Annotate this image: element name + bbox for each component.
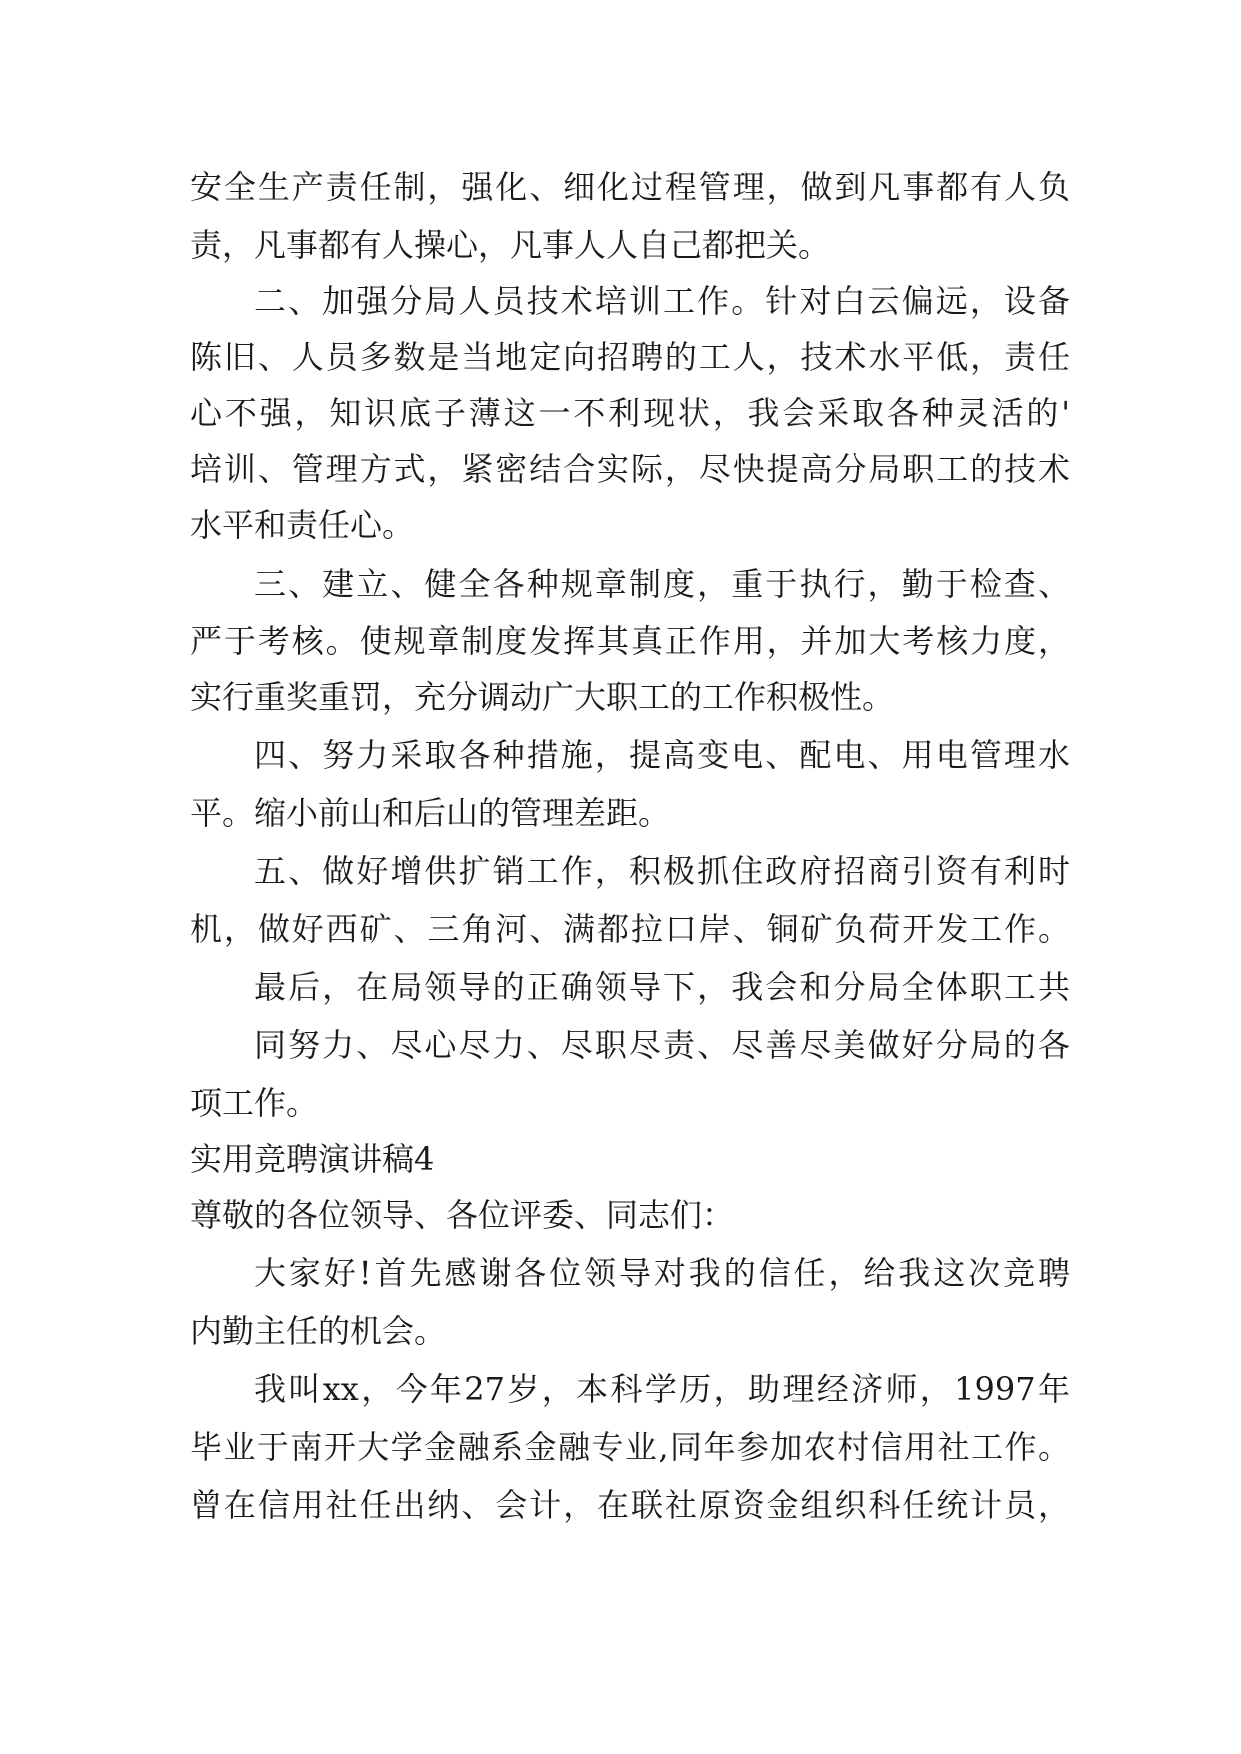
text-line: 实行重奖重罚，充分调动广大职工的工作积极性。 (190, 678, 895, 716)
text-line: 内勤主任的机会。 (190, 1312, 447, 1350)
text-line: 严于考核。使规章制度发挥其真正作用，并加大考核力度， (190, 622, 1070, 660)
text-line: 同努力、尽心尽力、尽职尽责、尽善尽美做好分局的各 (254, 1026, 1070, 1064)
text-line: 毕业于南开大学金融系金融专业,同年参加农村信用社工作。 (190, 1428, 1070, 1466)
text-line: 陈旧、人员多数是当地定向招聘的工人，技术水平低，责任 (190, 338, 1070, 376)
text-line: 机，做好西矿、三角河、满都拉口岸、铜矿负荷开发工作。 (190, 910, 1070, 948)
text-line: 安全生产责任制，强化、细化过程管理，做到凡事都有人负 (190, 168, 1070, 206)
text-line: 项工作。 (190, 1084, 319, 1122)
text-line: 责，凡事都有人操心，凡事人人自己都把关。 (190, 226, 831, 264)
salutation: 尊敬的各位领导、各位评委、同志们： (190, 1196, 735, 1234)
text-line: 培训、管理方式，紧密结合实际，尽快提高分局职工的技术 (190, 450, 1070, 488)
text-line: 心不强，知识底子薄这一不利现状，我会采取各种灵活的' (190, 394, 1070, 432)
section-heading: 实用竞聘演讲稿4 (190, 1140, 435, 1178)
text-line: 曾在信用社任出纳、会计，在联社原资金组织科任统计员， (190, 1486, 1070, 1524)
text-line: 我叫xx，今年27岁，本科学历，助理经济师，1997年 (254, 1370, 1070, 1408)
text-line: 水平和责任心。 (190, 506, 415, 544)
text-line: 大家好!首先感谢各位领导对我的信任，给我这次竞聘 (254, 1254, 1070, 1292)
text-line: 平。缩小前山和后山的管理差距。 (190, 794, 671, 832)
text-line: 最后，在局领导的正确领导下，我会和分局全体职工共 (254, 968, 1070, 1006)
text-line: 五、做好增供扩销工作，积极抓住政府招商引资有利时 (254, 852, 1070, 890)
text-line: 二、加强分局人员技术培训工作。针对白云偏远，设备 (254, 282, 1070, 320)
text-line: 四、努力采取各种措施，提高变电、配电、用电管理水 (254, 736, 1070, 774)
text-line: 三、建立、健全各种规章制度，重于执行，勤于检查、 (254, 565, 1070, 603)
